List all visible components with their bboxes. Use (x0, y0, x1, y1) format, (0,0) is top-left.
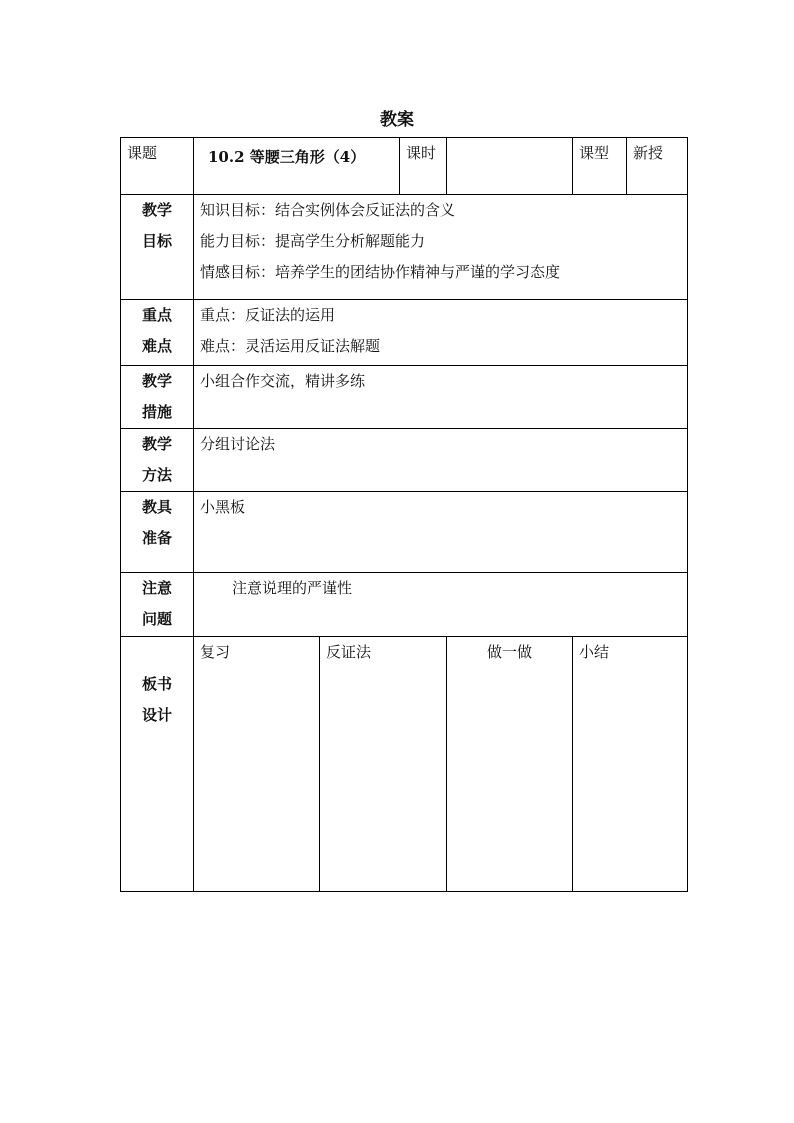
emotion-goal: 情感目标：培养学生的团结协作精神与严谨的学习态度 (200, 263, 561, 281)
tools-label-line-1: 教具 (141, 498, 172, 516)
topic-value: 10.2 等腰三角形（4） (194, 138, 400, 195)
board-column-practice: 做一做 (447, 637, 573, 892)
board-column-summary: 小结 (573, 637, 688, 892)
notes-label (121, 573, 194, 637)
goals-row (121, 195, 688, 300)
page-title: 教案 (380, 110, 414, 130)
goals-content (194, 195, 688, 300)
key-points-row (121, 300, 688, 366)
tools-label-line-2: 准备 (141, 529, 172, 547)
period-value (447, 138, 573, 195)
goals-label (121, 195, 194, 300)
goals-label-line-2: 目标 (141, 232, 172, 250)
tools-content: 小黑板 (194, 492, 688, 573)
methods-label-line-1: 教学 (141, 435, 172, 453)
key-points-label-line-1: 重点 (141, 306, 172, 324)
header-row (121, 138, 688, 195)
topic-label: 课题 (121, 138, 194, 195)
lesson-plan-table (120, 137, 688, 892)
measures-row (121, 366, 688, 429)
ability-goal: 能力目标：提高学生分析解题能力 (200, 232, 426, 250)
notes-content: 注意说理的严谨性 (194, 573, 688, 637)
notes-row (121, 573, 688, 637)
measures-label-line-2: 措施 (141, 403, 172, 421)
type-value: 新授 (627, 138, 688, 195)
board-design-label (121, 637, 194, 892)
tools-label (121, 492, 194, 573)
difficult-point: 难点：灵活运用反证法解题 (200, 337, 381, 355)
methods-content: 分组讨论法 (194, 429, 688, 492)
type-label: 课型 (573, 138, 627, 195)
measures-content: 小组合作交流，精讲多练 (194, 366, 688, 429)
notes-label-line-2: 问题 (141, 610, 172, 628)
key-points-label (121, 300, 194, 366)
measures-label (121, 366, 194, 429)
knowledge-goal: 知识目标：结合实例体会反证法的含义 (200, 201, 456, 219)
board-column-review: 复习 (194, 637, 320, 892)
board-design-row (121, 637, 688, 892)
methods-row (121, 429, 688, 492)
notes-label-line-1: 注意 (141, 579, 172, 597)
methods-label-line-2: 方法 (141, 466, 172, 484)
key-points-content (194, 300, 688, 366)
board-column-proof-by-contradiction: 反证法 (320, 637, 447, 892)
measures-label-line-1: 教学 (141, 372, 172, 390)
board-design-label-line-2: 设计 (141, 706, 172, 724)
methods-label (121, 429, 194, 492)
board-design-label-line-1: 板书 (141, 675, 172, 693)
period-label: 课时 (400, 138, 447, 195)
key-point: 重点：反证法的运用 (200, 306, 336, 324)
goals-label-line-1: 教学 (141, 201, 172, 219)
tools-row (121, 492, 688, 573)
key-points-label-line-2: 难点 (141, 337, 172, 355)
